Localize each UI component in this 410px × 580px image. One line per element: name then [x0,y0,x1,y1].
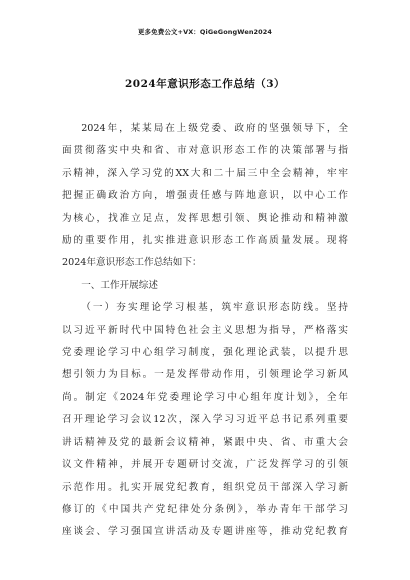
intro-line: 把握正确政治方向，增强责任感与阵地意识，以中心工作 [62,190,348,202]
document-body [62,118,348,544]
section-line: 讲话精神及党的最新会议精神，紧跟中央、省、市重大会 [62,436,348,448]
intro-line: 为核心，找准立足点，发挥思想引领、舆论推动和精神激 [62,212,348,224]
intro-line: 励的重要作用，扎实推进意识形态工作高质量发展。现将 [62,235,348,247]
intro-paragraph [62,118,348,275]
section-line: 示范作用。扎实开展党纪教育，组织党员干部深入学习新 [62,481,348,493]
section-line: 党委理论学习中心组学习制度，强化理论武装，以提升思 [62,347,348,359]
section-paragraph [62,297,348,543]
intro-line: 2024年，某某局在上级党委、政府的坚强领导下，全 [81,123,348,134]
section-heading: 一、工作开展综述 [81,279,158,291]
section-line: 修订的《中国共产党纪律处分条例》，举办青年干部学习 [62,503,348,515]
intro-line: 面贯彻落实中央和省、市对意识形态工作的决策部署与指 [62,145,348,157]
intro-line: 2024年意识形态工作总结如下： [62,257,202,269]
header-note: 更多免费公文+VX：QiGeGongWen2024 [137,28,273,36]
document-title: 2024年意识形态工作总结（3） [124,78,286,90]
section-line: 尚。制定《2024年党委理论学习中心组年度计划》，全年 [62,391,348,403]
section-line: 座谈会、学习强国宣讲活动及专题讲座等，推动党纪教育 [62,526,348,538]
section-line: 议文件精神，并展开专题研讨交流，广泛发挥学习的引领 [62,459,348,471]
section-line: 想引领力为目标。一是发挥带动作用，引领理论学习新风 [62,369,348,381]
section-line: （一）夯实理论学习根基，筑牢意识形态防线。坚持 [81,302,348,314]
intro-line: 示精神，深入学习党的XX大和二十届三中全会精神，牢牢 [62,167,348,179]
section-line: 以习近平新时代中国特色社会主义思想为指导，严格落实 [62,324,348,336]
section-line: 召开理论学习会议12次，深入学习习近平总书记系列重要 [62,414,348,426]
